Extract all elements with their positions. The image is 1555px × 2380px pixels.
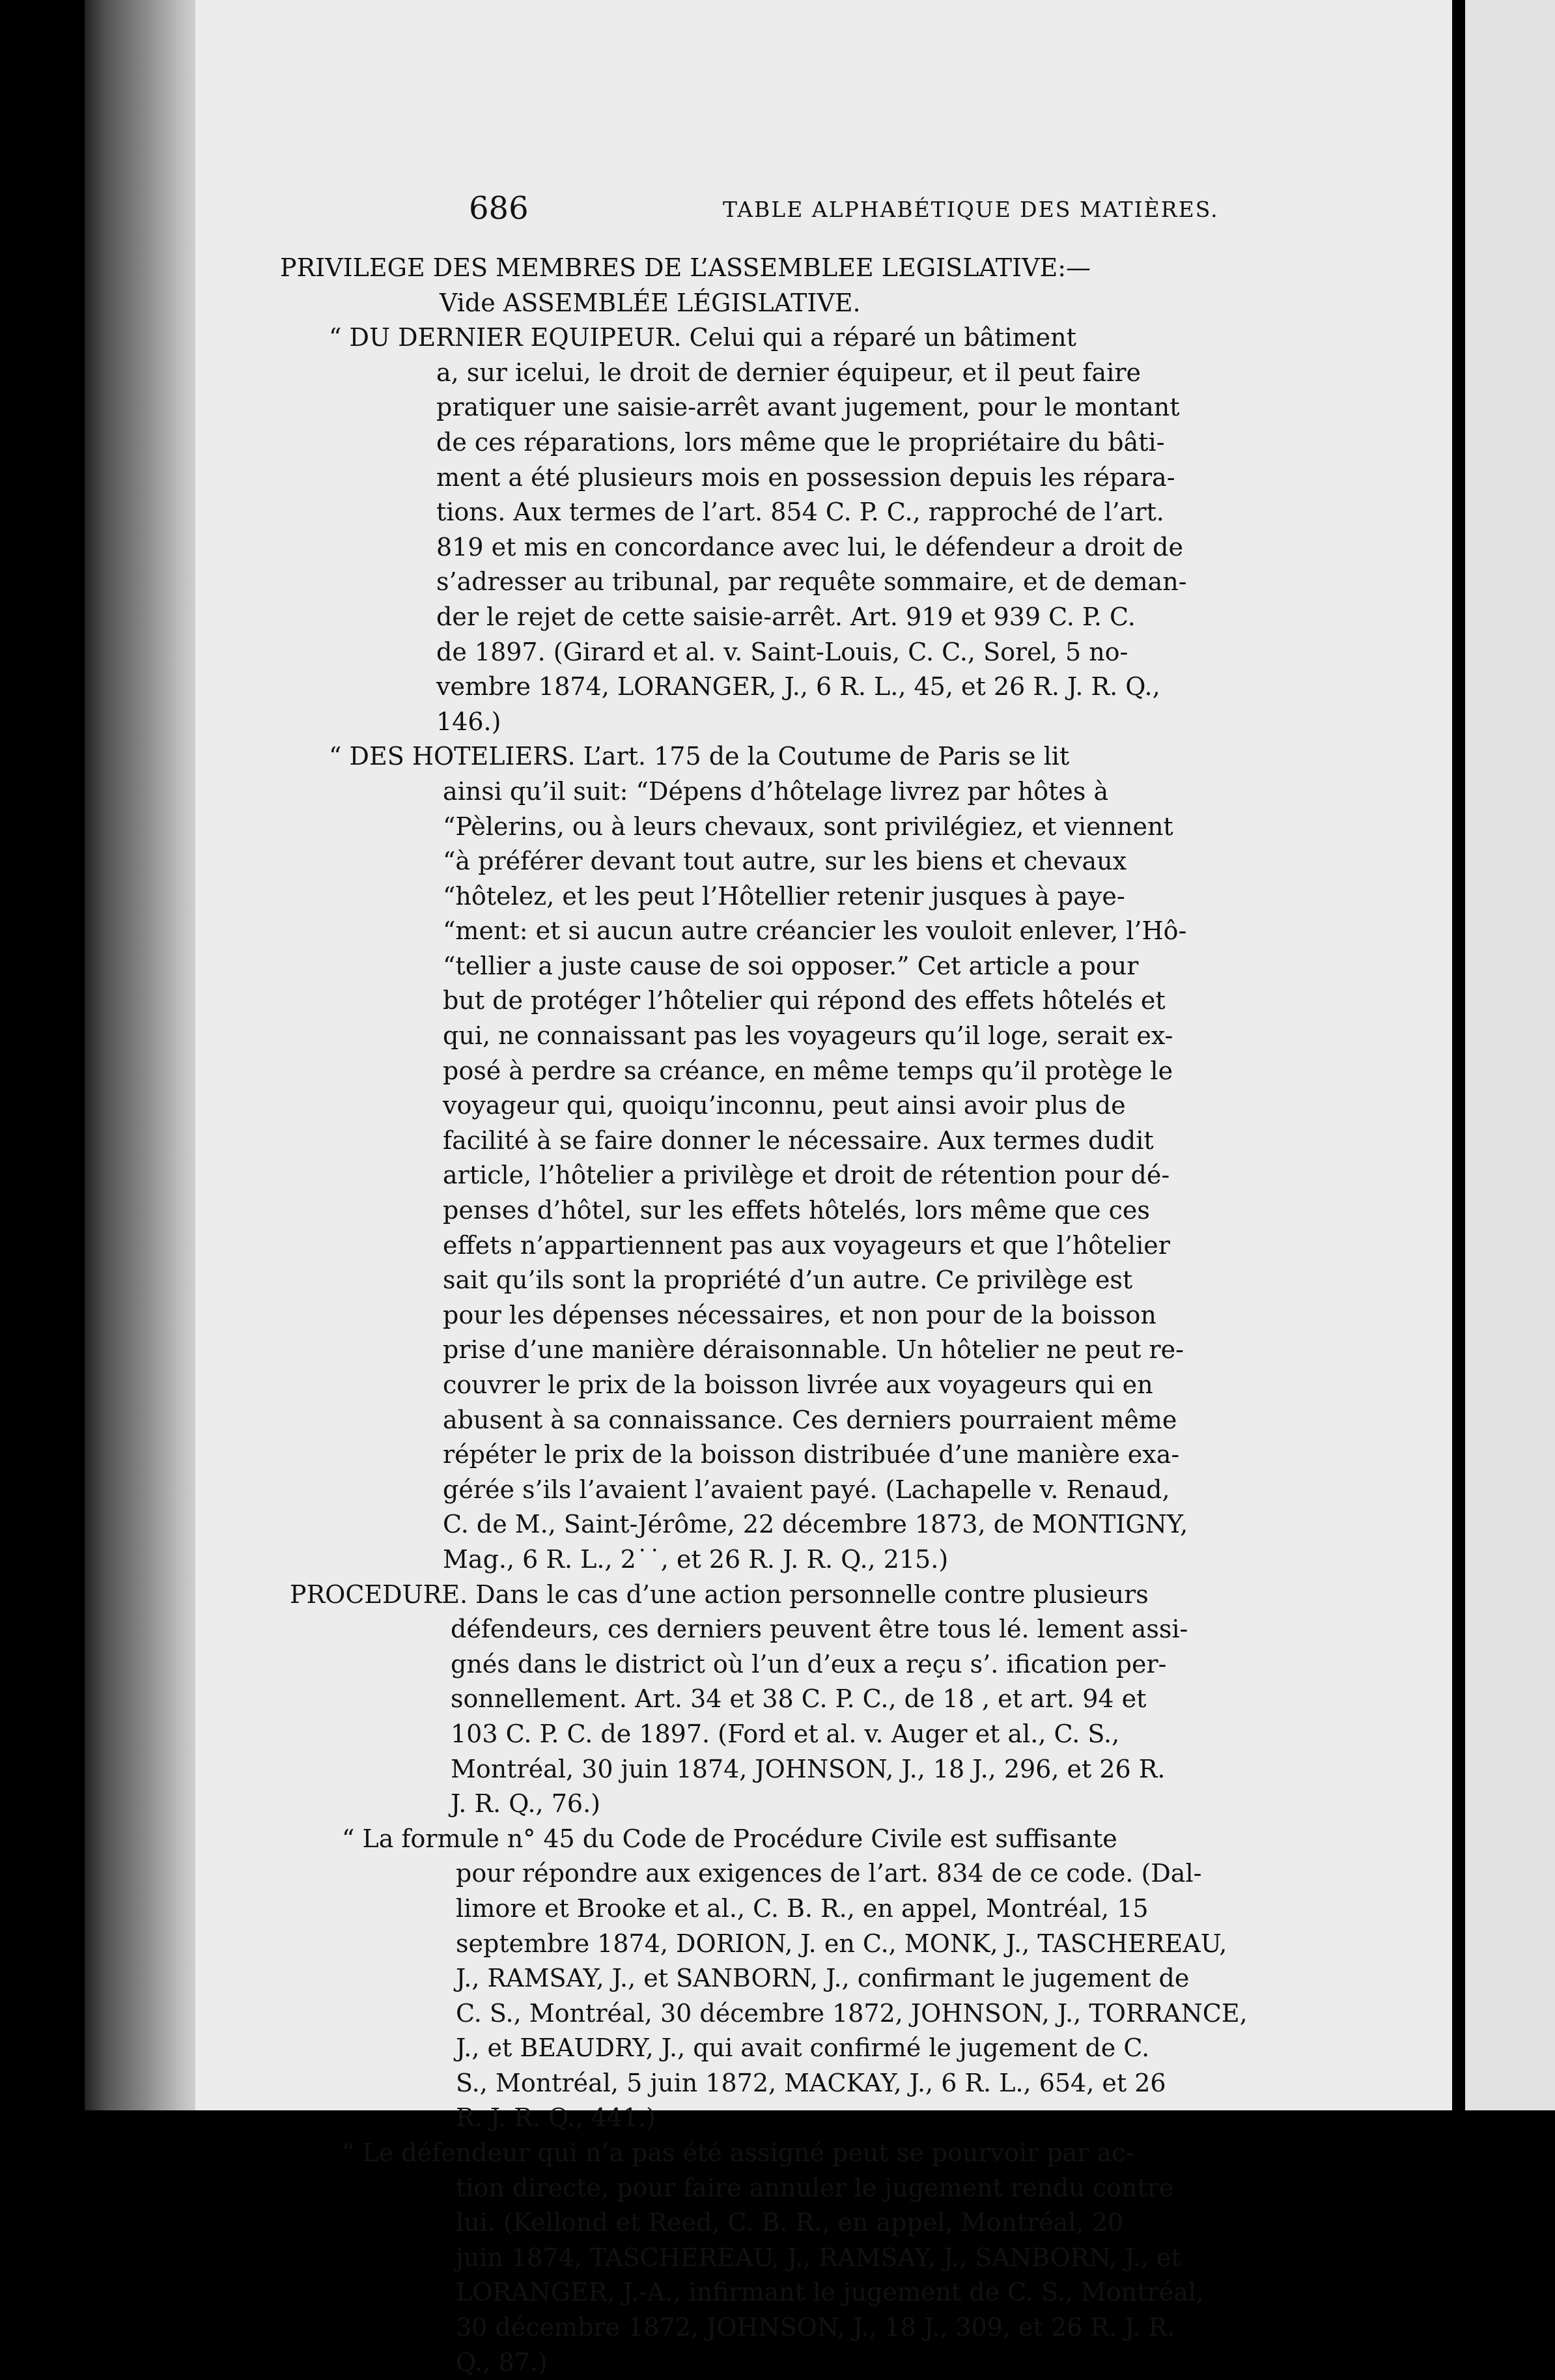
- text-line: penses d’hôtel, sur les effets hôtelés, lors même que ces: [443, 1196, 1150, 1225]
- index-body: [273, 251, 1426, 2380]
- text-line: septembre 1874, DORION, J. en C., MONK, J., TASCHEREAU,: [456, 1929, 1227, 1958]
- text-line: facilité à se faire donner le nécessaire. Aux termes dudit: [443, 1126, 1154, 1155]
- text-line: 103 C. P. C. de 1897. (Ford et al. v. Auger et al., C. S.,: [451, 1719, 1120, 1748]
- text-line: PROCEDURE. Dans le cas d’une action personnelle contre plusieurs: [290, 1580, 1149, 1609]
- text-line: pour les dépenses nécessaires, et non pour de la boisson: [443, 1300, 1156, 1329]
- index-entry-dernier-equipeur: [273, 320, 1426, 739]
- text-line: “ Le défendeur qui n’a pas été assigné peut se pourvoir par ac-: [342, 2138, 1134, 2168]
- text-line: PRIVILEGE DES MEMBRES DE L’ASSEMBLEE LEGISLATIVE:—: [280, 253, 1091, 282]
- text-line: défendeurs, ces derniers peuvent être tous lé. lement assi-: [451, 1615, 1188, 1644]
- book-spine: [85, 0, 195, 2110]
- text-line: répéter le prix de la boisson distribuée d’une manière exa-: [443, 1440, 1180, 1469]
- header-title: TABLE ALPHABÉTIQUE DES MATIÈRES.: [723, 197, 1219, 222]
- text-line: abusent à sa connaissance. Ces derniers pourraient même: [443, 1405, 1177, 1434]
- page-number: 686: [469, 190, 529, 227]
- text-line: juin 1874, TASCHEREAU, J., RAMSAY, J., SANBORN, J., et: [456, 2243, 1181, 2272]
- running-header: [273, 190, 1219, 229]
- index-entry-formule-45: [273, 1822, 1426, 2136]
- next-page-edge: [1465, 0, 1555, 2110]
- text-line: der le rejet de cette saisie-arrêt. Art. 919 et 939 C. P. C.: [436, 602, 1136, 631]
- text-line: Vide ASSEMBLÉE LÉGISLATIVE.: [440, 288, 861, 317]
- text-line: “Pèlerins, ou à leurs chevaux, sont privilégiez, et viennent: [443, 812, 1173, 841]
- text-line: tions. Aux termes de l’art. 854 C. P. C., rapproché de l’art.: [436, 498, 1164, 527]
- text-line: voyageur qui, quoiqu’inconnu, peut ainsi avoir plus de: [443, 1091, 1126, 1120]
- text-line: “à préférer devant tout autre, sur les biens et chevaux: [443, 847, 1127, 876]
- text-line: “ment: et si aucun autre créancier les vouloit enlever, l’Hô-: [443, 916, 1187, 946]
- text-line: “tellier a juste cause de soi opposer.” Cet article a pour: [443, 951, 1139, 980]
- text-line: ment a été plusieurs mois en possession depuis les répara-: [436, 462, 1175, 492]
- text-line: limore et Brooke et al., C. B. R., en appel, Montréal, 15: [456, 1893, 1149, 1923]
- text-line: sait qu’ils sont la propriété d’un autre. Ce privilège est: [443, 1266, 1133, 1295]
- text-line: 30 décembre 1872, JOHNSON, J., 18 J., 309, et 26 R. J. R.: [456, 2313, 1175, 2342]
- text-line: LORANGER, J.-A., infirmant le jugement de C. S., Montréal,: [456, 2278, 1204, 2307]
- text-line: C. de M., Saint-Jérôme, 22 décembre 1873, de MONTIGNY,: [443, 1510, 1188, 1539]
- text-line: J., et BEAUDRY, J., qui avait confirmé le jugement de C.: [456, 2033, 1150, 2063]
- index-entry-defendeur: [273, 2136, 1426, 2380]
- text-line: ainsi qu’il suit: “Dépens d’hôtelage livrez par hôtes à: [443, 776, 1109, 806]
- text-line: Q., 87.): [456, 2347, 548, 2377]
- index-entry-procedure: [273, 1578, 1426, 1822]
- text-line: posé à perdre sa créance, en même temps qu’il protège le: [443, 1056, 1173, 1085]
- index-entry-privilege-assemblee: [273, 251, 1426, 320]
- text-line: article, l’hôtelier a privilège et droit de rétention pour dé-: [443, 1161, 1170, 1190]
- text-line: C. S., Montréal, 30 décembre 1872, JOHNSON, J., TORRANCE,: [456, 1998, 1248, 2028]
- text-line: a, sur icelui, le droit de dernier équipeur, et il peut faire: [436, 358, 1141, 387]
- text-line: lui. (Kellond et Reed, C. B. R., en appel, Montréal, 20: [456, 2208, 1124, 2237]
- text-line: s’adresser au tribunal, par requête sommaire, et de deman-: [436, 567, 1187, 597]
- text-line: but de protéger l’hôtelier qui répond des effets hôtelés et: [443, 986, 1166, 1015]
- text-line: “ La formule n° 45 du Code de Procédure Civile est suffisante: [342, 1824, 1117, 1853]
- index-entry-hoteliers: [273, 739, 1426, 1577]
- text-line: “ DU DERNIER EQUIPEUR. Celui qui a réparé un bâtiment: [329, 323, 1076, 352]
- text-line: vembre 1874, LORANGER, J., 6 R. L., 45, et 26 R. J. R. Q.,: [436, 672, 1160, 701]
- text-line: 819 et mis en concordance avec lui, le défendeur a droit de: [436, 532, 1183, 561]
- text-line: couvrer le prix de la boisson livrée aux voyageurs qui en: [443, 1370, 1153, 1399]
- text-line: pratiquer une saisie-arrêt avant jugement, pour le montant: [436, 393, 1180, 422]
- text-line: gnés dans le district où l’un d’eux a reçu s’. ification per-: [451, 1649, 1167, 1679]
- text-line: Montréal, 30 juin 1874, JOHNSON, J., 18 J., 296, et 26 R.: [451, 1754, 1166, 1783]
- text-line: R. J. R. Q., 441.): [456, 2103, 656, 2132]
- text-line: pour répondre aux exigences de l’art. 834 de ce code. (Dal-: [456, 1859, 1202, 1888]
- text-line: qui, ne connaissant pas les voyageurs qu’il loge, serait ex-: [443, 1021, 1173, 1051]
- text-line: J. R. Q., 76.): [451, 1789, 600, 1819]
- text-line: 146.): [436, 707, 501, 736]
- text-line: “hôtelez, et les peut l’Hôtellier retenir jusques à paye-: [443, 881, 1125, 911]
- text-line: de ces réparations, lors même que le propriétaire du bâti-: [436, 427, 1165, 457]
- text-line: “ DES HOTELIERS. L’art. 175 de la Coutume de Paris se lit: [329, 742, 1070, 771]
- text-line: sonnellement. Art. 34 et 38 C. P. C., de 18 , et art. 94 et: [451, 1684, 1147, 1714]
- text-line: tion directe, pour faire annuler le jugement rendu contre: [456, 2173, 1174, 2202]
- text-line: effets n’appartiennent pas aux voyageurs et que l’hôtelier: [443, 1230, 1170, 1260]
- text-line: de 1897. (Girard et al. v. Saint-Louis, C. C., Sorel, 5 no-: [436, 637, 1128, 666]
- text-line: S., Montréal, 5 juin 1872, MACKAY, J., 6 R. L., 654, et 26: [456, 2068, 1166, 2097]
- text-line: gérée s’ils l’avaient l’avaient payé. (Lachapelle v. Renaud,: [443, 1475, 1170, 1504]
- text-line: Mag., 6 R. L., 2˙˙, et 26 R. J. R. Q., 215.): [443, 1544, 949, 1574]
- text-line: prise d’une manière déraisonnable. Un hôtelier ne peut re-: [443, 1335, 1184, 1365]
- text-line: J., RAMSAY, J., et SANBORN, J., confirmant le jugement de: [456, 1964, 1190, 1993]
